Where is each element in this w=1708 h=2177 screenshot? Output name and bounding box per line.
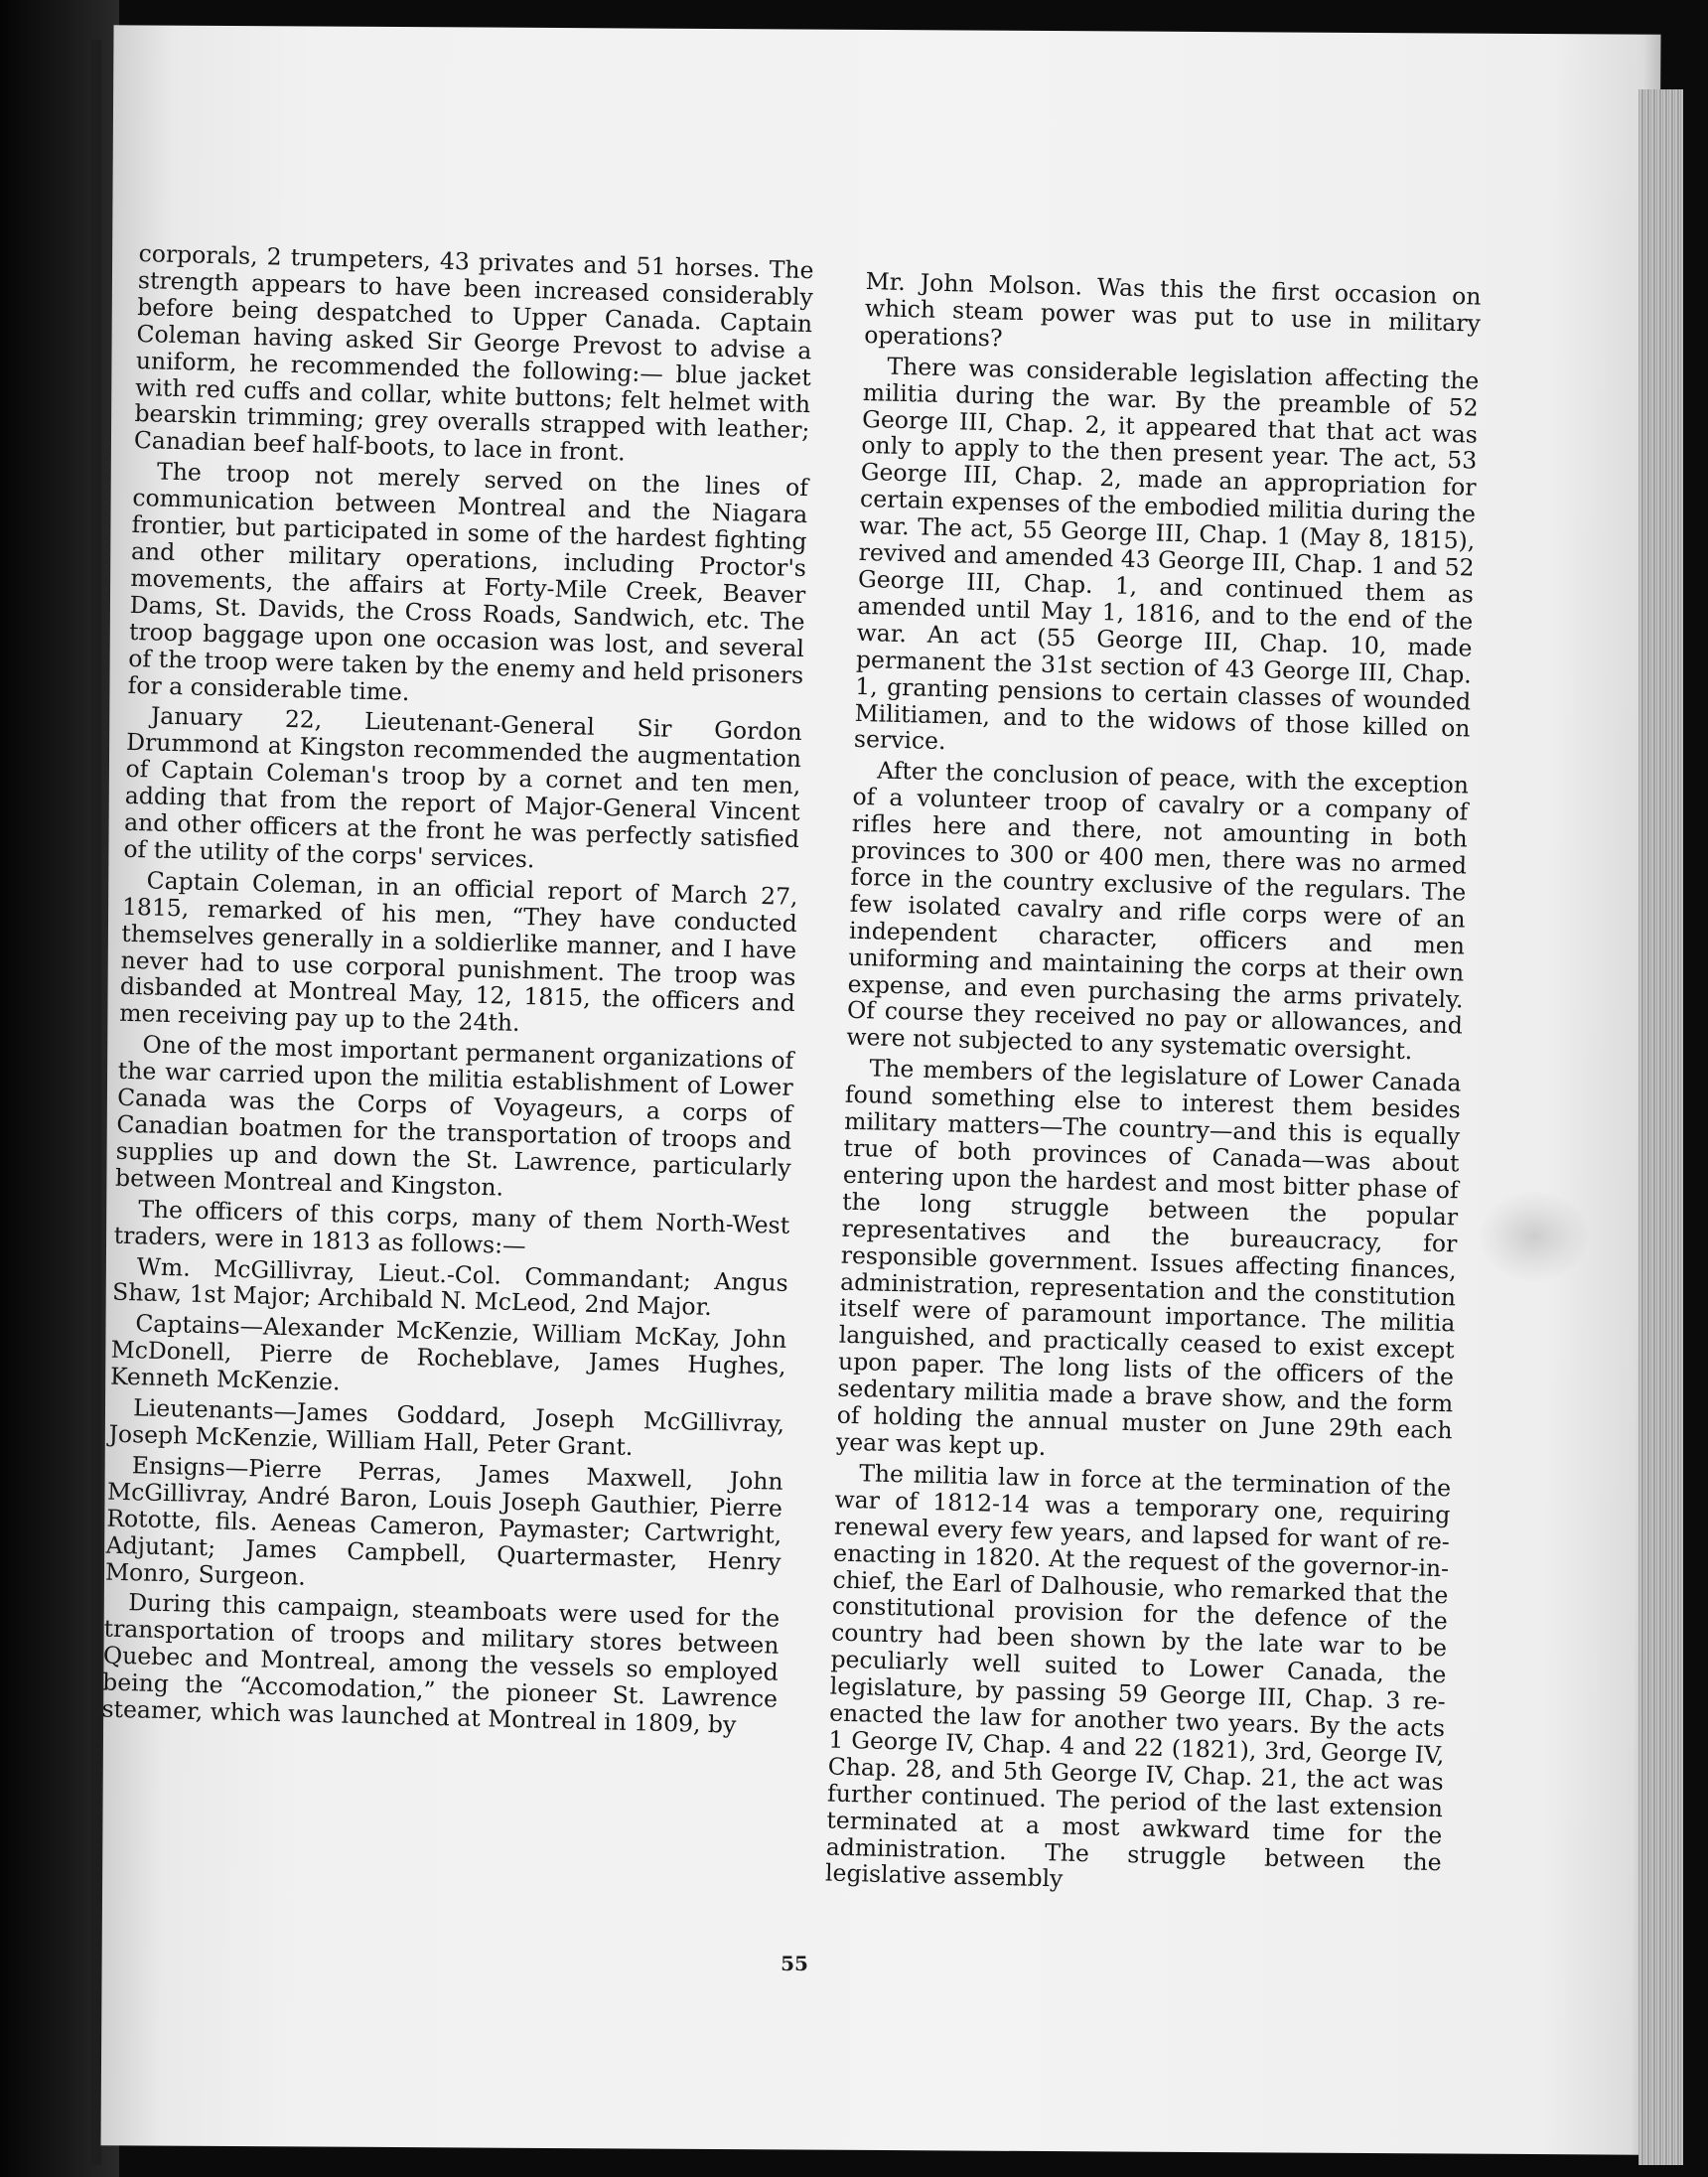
paragraph: corporals, 2 trumpeters, 43 privates and 51 horses. The strength appears to have been increased considerably before being despatched to Upper Canada. Captain Coleman having asked Sir George Prevost to advise a uniform, he recommended the following:— blue jacket with red cuffs and collar, white buttons; felt helmet with bearskin trimming; grey overalls strapped with leather; Canadian beef half-boots, to lace in front. — [133, 239, 814, 467]
paragraph: January 22, Lieutenant-General Sir Gordon Drummond at Kingston recommended the augmentation of Captain Coleman's troop by a cornet and ten men, adding that from the report of Major-General Vincent and other officers at the front he was perfectly satisfied of the utility of the corps' services. — [123, 701, 803, 874]
paragraph: The militia law in force at the termination of the war of 1812-14 was a temporary one, requiring renewal every few years, and lapsed for want of re-enacting in 1820. At the request of the governor-in-chief, the Earl of Dalhousie, who remarked that the constitutional provision for the defence of the country had been shown by the late war to be peculiarly well suited to Lower Canada, the legislature, by passing 59 George III, Chap. 3 re-enacted the law for another two years. By the acts 1 George IV, Chap. 4 and 22 (1821), 3rd, George IV, Chap. 28, and 5th George IV, Chap. 21, the act was further continued. The period of the last extension terminated at a most awkward time for the administration. The struggle between the legislative assembly — [824, 1459, 1452, 1894]
paragraph: During this campaign, steamboats were used for the transportation of troops and military stores between Quebec and Montreal, among the vessels so employed being the “Accomodation,” the pioneer St. Lawrence steamer, which was launched at Montreal in 1809, by — [101, 1588, 781, 1739]
left-text-column — [101, 240, 814, 1744]
paragraph: Lieutenants—James Goddard, Joseph McGillivray, Joseph McKenzie, William Hall, Peter Grant. — [108, 1393, 785, 1461]
paragraph: Captains—Alexander McKenzie, William McKay, John McDonell, Pierre de Rocheblave, James Hughes, Kenneth McKenzie. — [109, 1309, 787, 1396]
page-smudge — [1480, 1192, 1589, 1281]
page-stack-edge — [1638, 89, 1683, 2165]
paragraph: Captain Coleman, in an official report of March 27, 1815, remarked of his men, “They have conducted themselves generally in a soldierlike manner, and I have never had to use corporal punishment. The troop was disbanded at Montreal May, 12, 1815, the officers and men receiving pay up to the 24th. — [118, 866, 798, 1038]
paragraph: After the conclusion of peace, with the exception of a volunteer troop of cavalry or a company of rifles here and there, not amounting in both provinces to 300 or 400 men, there was no armed force in the country exclusive of the regulars. The few isolated cavalry and rifle corps were of an independent character, officers and men uniforming and maintaining the corps at their own expense, and even purchasing the arms privately. Of course they received no pay or allowances, and were not subjected to any systematic oversight. — [846, 756, 1470, 1066]
binding-shadow — [0, 0, 119, 2177]
paragraph: One of the most important permanent organizations of the war carried upon the militia establishment of Lower Canada was the Corps of Voyageurs, a corps of Canadian boatmen for the transportation of troops and supplies up and down the St. Lawrence, particularly between Montreal and Kingston. — [114, 1030, 794, 1202]
page-number: 55 — [781, 1952, 808, 1975]
paragraph: Mr. John Molson. Was this the first occasion on which steam power was put to use in military operations? — [863, 267, 1482, 353]
paragraph: There was considerable legislation affecting the militia during the war. By the preamble of 52 George III, Chap. 2, it appeared that that act was only to apply to the then present year. The act, 53 George III, Chap. 2, made an appropriation for certain expenses of the embodied militia during the war. The act, 55 George III, Chap. 1 (May 8, 1815), revived and amended 43 George III, Chap. 1 and 52 George III, Chap. 1, and continued them as amended until May 1, 1816, and to the end of the war. An act (55 George III, Chap. 10, made permanent the 31st section of 43 George III, Chap. 1, granting pensions to certain classes of wounded Militiamen, and to the widows of those killed on service. — [853, 352, 1480, 756]
paragraph: The officers of this corps, many of them North-West traders, were in 1813 as follows:— — [113, 1195, 790, 1259]
paragraph: The troop not merely served on the lines of communication between Montreal and the Niagara frontier, but participated in some of the hardest fighting and other military operations, including Proctor's movements, the affairs at Forty-Mile Creek, Beaver Dams, St. Davids, the Cross Roads, Sandwich, etc. The troop baggage upon one occasion was lost, and several of the troop were taken by the enemy and held prisoners for a considerable time. — [127, 457, 809, 706]
paragraph: Wm. McGillivray, Lieut.-Col. Commandant; Angus Shaw, 1st Major; Archibald N. McLeod, 2nd Major. — [111, 1251, 789, 1322]
paragraph: The members of the legislature of Lower Canada found something else to interest them besides military matters—The country—and this is equally true of both provinces of Canada—was about entering upon the hardest and most bitter phase of the long struggle between the popular representatives and the bureaucracy, for responsible government. Issues affecting finances, administration, representation and the constitution itself were of paramount importance. The militia languished, and practically ceased to exist except upon paper. The long lists of the officers of the sedentary militia made a brave show, and the form of holding the annual muster on June 29th each year was kept up. — [835, 1054, 1462, 1461]
left-page-edge — [91, 40, 101, 2165]
paragraph: Ensigns—Pierre Perras, James Maxwell, John McGillivray, André Baron, Louis Joseph Gauthier, Pierre Rototte, fils. Aeneas Cameron, Paymaster; Cartwright, Adjutant; James Campbell, Quartermaster, Henry Monro, Surgeon. — [104, 1451, 783, 1591]
right-text-column — [825, 268, 1482, 1907]
